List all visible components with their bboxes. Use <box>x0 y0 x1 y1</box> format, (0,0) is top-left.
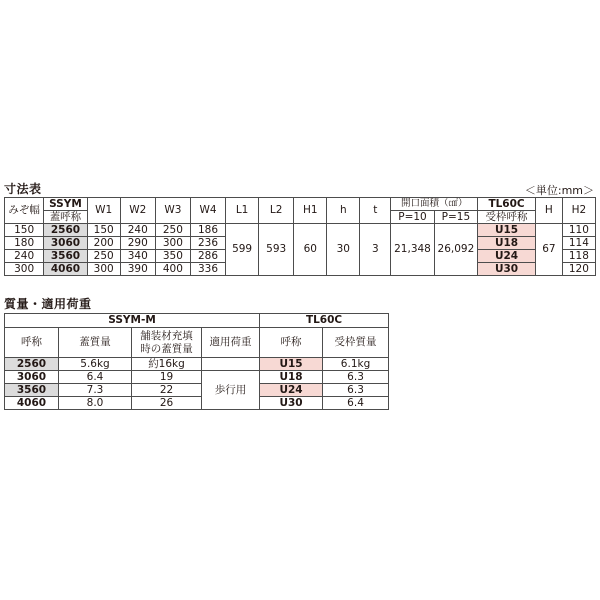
hdr-ssym: SSYM <box>44 198 87 211</box>
hdr-w4: W4 <box>190 198 225 224</box>
cell-uke: U30 <box>260 397 323 410</box>
cell-w1: 150 <box>87 224 120 237</box>
cell-h: 30 <box>327 224 360 276</box>
cell-w4: 336 <box>190 263 225 276</box>
cell-h2: 120 <box>562 263 595 276</box>
cell-p15: 26,092 <box>434 224 477 276</box>
cell-yobi: 3560 <box>5 384 59 397</box>
cell-uke: U18 <box>478 237 536 250</box>
cell-l2: 593 <box>259 224 294 276</box>
cell-h2: 118 <box>562 250 595 263</box>
hdr-w1: W1 <box>87 198 120 224</box>
hdr-tl60c: TL60C <box>260 314 389 328</box>
hdr-hoso-line2: 時の蓋質量 <box>140 342 193 355</box>
cell-w2: 290 <box>120 237 155 250</box>
cell-h1: 60 <box>294 224 327 276</box>
cell-hoso-mass: 26 <box>132 397 202 410</box>
cell-p10: 21,348 <box>391 224 434 276</box>
cell-w1: 250 <box>87 250 120 263</box>
cell-w3: 350 <box>155 250 190 263</box>
hdr-h1: H1 <box>294 198 327 224</box>
cell-uke: U18 <box>260 371 323 384</box>
hdr-h2: H2 <box>562 198 595 224</box>
cell-futa-mass: 5.6kg <box>59 358 132 371</box>
cell-w3: 400 <box>155 263 190 276</box>
cell-w1: 300 <box>87 263 120 276</box>
cell-yobi: 4060 <box>5 397 59 410</box>
hdr-hoso-line1: 舗装材充填 <box>140 330 193 343</box>
hdr-h: h <box>327 198 360 224</box>
cell-tekiyo-blank <box>202 358 260 371</box>
mass-table <box>4 313 389 410</box>
cell-h2: 110 <box>562 224 595 237</box>
cell-hoso-mass: 約16kg <box>132 358 202 371</box>
cell-uke-mass: 6.3 <box>323 371 389 384</box>
cell-uke-mass: 6.4 <box>323 397 389 410</box>
cell-hoso-mass: 19 <box>132 371 202 384</box>
hdr-p15: P=15 <box>434 211 477 224</box>
hdr-l1: L1 <box>226 198 259 224</box>
cell-w2: 240 <box>120 224 155 237</box>
cell-futa: 3560 <box>44 250 87 263</box>
hdr-p10: P=10 <box>391 211 434 224</box>
hdr-tekiyo: 適用荷重 <box>202 328 260 358</box>
cell-mizo: 240 <box>5 250 44 263</box>
cell-w3: 250 <box>155 224 190 237</box>
mass-table-title: 質量・適用荷重 <box>4 297 92 311</box>
cell-w4: 186 <box>190 224 225 237</box>
cell-uke: U15 <box>478 224 536 237</box>
hdr-ssym-m: SSYM-M <box>5 314 260 328</box>
cell-uke-mass: 6.3 <box>323 384 389 397</box>
hdr-futa-yobi: 蓋呼称 <box>44 211 87 224</box>
cell-t: 3 <box>360 224 391 276</box>
cell-mizo: 180 <box>5 237 44 250</box>
cell-futa-mass: 8.0 <box>59 397 132 410</box>
hdr-mizohaba: みぞ幅 <box>5 198 44 224</box>
cell-yobi: 3060 <box>5 371 59 384</box>
cell-w2: 340 <box>120 250 155 263</box>
cell-w4: 286 <box>190 250 225 263</box>
cell-w2: 390 <box>120 263 155 276</box>
hdr-t: t <box>360 198 391 224</box>
hdr-hoso <box>132 328 202 358</box>
hdr-kaiko: 開口面積（㎠） <box>391 198 478 211</box>
hdr-yobi: 呼称 <box>5 328 59 358</box>
hdr-l2: L2 <box>259 198 294 224</box>
cell-futa: 3060 <box>44 237 87 250</box>
hdr-ukewaku: 受枠呼称 <box>478 211 536 224</box>
cell-w1: 200 <box>87 237 120 250</box>
dimension-table <box>4 197 596 276</box>
cell-yobi: 2560 <box>5 358 59 371</box>
unit-label: ＜単位:mm＞ <box>524 184 594 197</box>
hdr-w2: W2 <box>120 198 155 224</box>
cell-uke: U15 <box>260 358 323 371</box>
hdr-ukewaku-shitsuryo: 受枠質量 <box>323 328 389 358</box>
cell-futa-mass: 6.4 <box>59 371 132 384</box>
hdr-tl60c: TL60C <box>478 198 536 211</box>
cell-load: 歩行用 <box>202 371 260 410</box>
cell-hoso-mass: 22 <box>132 384 202 397</box>
cell-uke: U30 <box>478 263 536 276</box>
cell-w4: 236 <box>190 237 225 250</box>
hdr-w3: W3 <box>155 198 190 224</box>
cell-uke: U24 <box>260 384 323 397</box>
cell-uke: U24 <box>478 250 536 263</box>
cell-w3: 300 <box>155 237 190 250</box>
cell-mizo: 150 <box>5 224 44 237</box>
cell-l1: 599 <box>226 224 259 276</box>
cell-futa: 2560 <box>44 224 87 237</box>
cell-futa-mass: 7.3 <box>59 384 132 397</box>
hdr-yobi2: 呼称 <box>260 328 323 358</box>
cell-h2: 114 <box>562 237 595 250</box>
dimension-table-title: 寸法表 <box>4 182 42 196</box>
cell-futa: 4060 <box>44 263 87 276</box>
cell-uke-mass: 6.1kg <box>323 358 389 371</box>
cell-H: 67 <box>535 224 562 276</box>
hdr-H: H <box>535 198 562 224</box>
cell-mizo: 300 <box>5 263 44 276</box>
hdr-futa-shitsuryo: 蓋質量 <box>59 328 132 358</box>
